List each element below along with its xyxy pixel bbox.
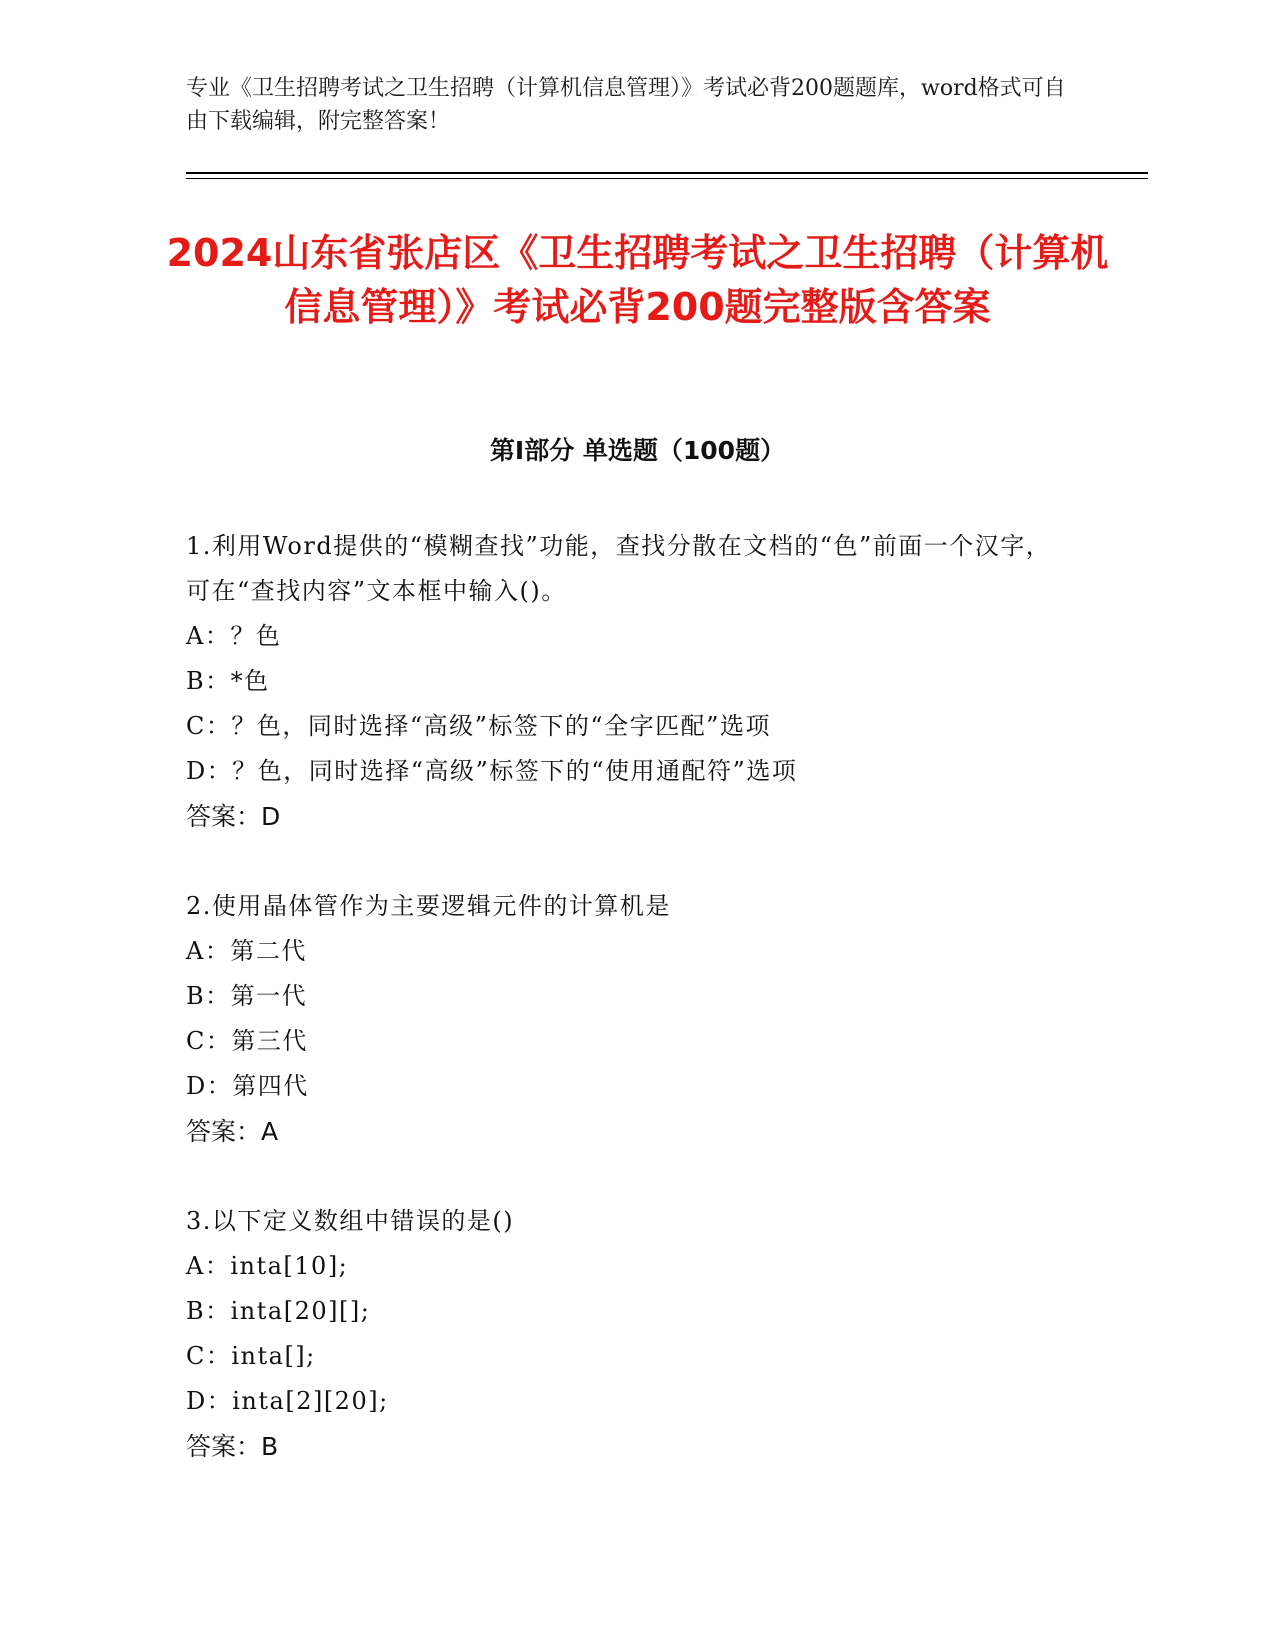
- question-stem: 2.使用晶体管作为主要逻辑元件的计算机是: [186, 892, 671, 920]
- option-b: B：inta[20][];: [186, 1297, 371, 1325]
- question-list: [186, 524, 1066, 1514]
- option-a: A：第二代: [186, 937, 307, 965]
- option-a: A：inta[10];: [186, 1252, 349, 1280]
- answer-line: 答案：A: [186, 1117, 279, 1146]
- document-title: 2024山东省张店区《卫生招聘考试之卫生招聘（计算机信息管理）》考试必背200题完整版含答案: [166, 231, 1109, 329]
- option-a: A：？色: [186, 622, 282, 650]
- option-b: B：*色: [186, 667, 270, 695]
- question-stem: 3.以下定义数组中错误的是(): [186, 1207, 515, 1235]
- option-c: C：？色，同时选择“高级”标签下的“全字匹配”选项: [186, 712, 771, 740]
- option-d: D：第四代: [186, 1072, 309, 1100]
- answer-line: 答案：D: [186, 802, 281, 831]
- header-divider-thin: [186, 178, 1148, 179]
- question-stem: 1.利用Word提供的“模糊查找”功能，查找分散在文档的“色”前面一个汉字，可在“查找内容”文本框中输入()。: [186, 532, 1052, 605]
- option-c: C：inta[];: [186, 1342, 316, 1370]
- option-c: C：第三代: [186, 1027, 308, 1055]
- option-d: D：？色，同时选择“高级”标签下的“使用通配符”选项: [186, 757, 798, 785]
- option-d: D：inta[2][20];: [186, 1387, 389, 1415]
- question-3: [186, 1199, 1066, 1469]
- option-b: B：第一代: [186, 982, 308, 1010]
- header-divider-thick: [186, 172, 1148, 174]
- answer-line: 答案：B: [186, 1432, 279, 1461]
- question-1: [186, 524, 1066, 839]
- question-2: [186, 884, 1066, 1154]
- header-note: 专业《卫生招聘考试之卫生招聘（计算机信息管理）》考试必背200题题库，word格式可自由下载编辑，附完整答案！: [186, 76, 1066, 134]
- section-heading: 第Ⅰ部分 单选题（100题）: [489, 436, 786, 465]
